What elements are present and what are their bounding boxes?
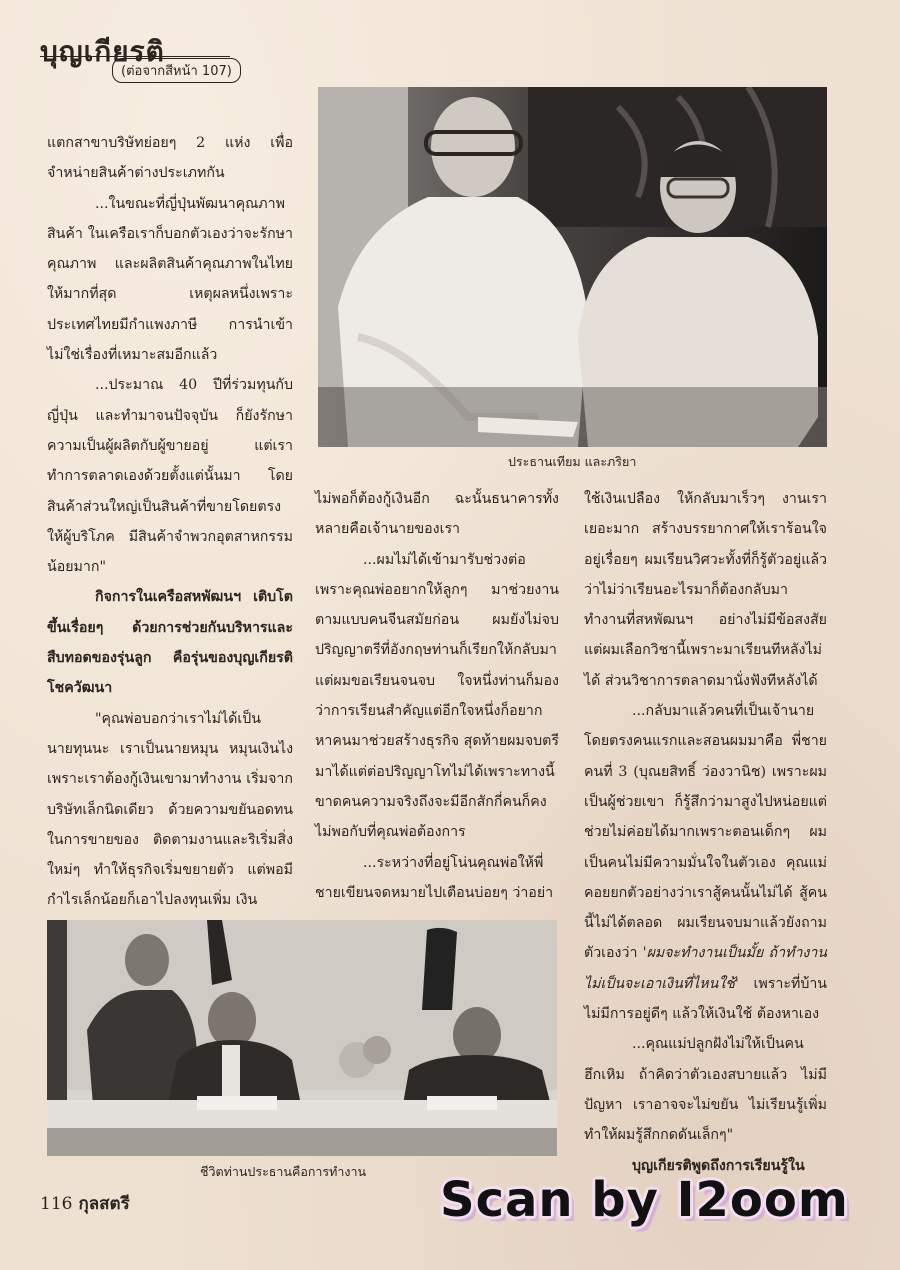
paragraph: ...ในขณะที่ญี่ปุ่นพัฒนาคุณภาพสินค้า ในเครือเราก็บอกตัวเองว่าจะรักษาคุณภาพ และผลิตสินค้าคุณภาพในไทยให้มากที่สุด เหตุผลหนึ่งเพราะประเทศไทยมีกำแพงภาษี การนำเข้าไม่ใช่เรื่องที่เหมาะสมอีกแล้ว [47, 195, 293, 364]
paragraph [584, 696, 827, 1029]
title-underline [40, 56, 230, 57]
photo-caption-bottom: ชีวิตท่านประธานคือการทำงาน [200, 1164, 367, 1179]
column-2 [315, 484, 559, 908]
paragraph: ...ประมาณ 40 ปีที่ร่วมทุนกับญี่ปุ่น และทำมาจนปัจจุบัน ก็ยังรักษาความเป็นผู้ผลิตกับผู้ขายอยู่ แต่เราทำการตลาดเองด้วยตั้งแต่นั้นมา โดยสินค้าส่วนใหญ่เป็นสินค้าที่ขายโดยตรงให้ผู้บริโภค มีสินค้าจำพวกอุตสาหกรรมน้อยมาก" [47, 377, 293, 576]
continued-from-label: (ต่อจากสีหน้า 107) [112, 58, 241, 83]
magazine-name: กุลสตรี [78, 1194, 130, 1214]
section-title: บุญเกียรติ [40, 35, 165, 68]
photo-chairman-and-wife [318, 87, 827, 447]
paragraph-text: ...กลับมาแล้วคนที่เป็นเจ้านายโดยตรงคนแรกและสอนผมมาคือ พี่ชายคนที่ 3 (บุณยสิทธิ์ ว่องวานิช) เพราะผมเป็นผู้ช่วยเขา ก็รู้สึกว่ามาสูงไปหน่อยแต่ช่วยไม่ค่อยได้มากเพราะตอนเด็กๆ ผมเป็นคนไม่มีความมั่นใจในตัวเอง คุณแม่คอยยกตัวอย่างว่าเราสู้คนนั้นไม่ได้ สู้คนนี้ไม่ได้ตลอด ผมเรียนจบมาแล้วยังถามตัวเองว่า [584, 703, 827, 962]
paragraph-tail: เพราะที่บ้านไม่มีการอยู่ดีๆ แล้วให้เงินใช้ ต้องหาเอง [584, 975, 827, 1023]
paragraph: ใช้เงินเปลือง ให้กลับมาเร็วๆ งานเราเยอะมาก สร้างบรรยากาศให้เราร้อนใจอยู่เรื่อยๆ ผมเรียนวิศวะทั้งที่ก็รู้ตัวอยู่แล้วว่าไม่ว่าเรียนอะไรมาก็ต้องกลับมาทำงานที่สหพัฒนฯ อย่างไม่มีข้อสงสัย แต่ผมเลือกวิชานี้เพราะมาเรียนทีหลังไม่ได้ ส่วนวิชาการตลาดมานั่งฟังทีหลังได้ [584, 491, 827, 689]
page-footer [40, 1190, 130, 1217]
paragraph: ...คุณแม่ปลูกฝังไม่ให้เป็นคนฮึกเหิม ถ้าคิดว่าตัวเองสบายแล้ว ไม่มีปัญหา เราอาจจะไม่ขยัน ไม่เรียนรู้เพิ่มทำให้ผมรู้สึกกดดันเล็กๆ" [584, 1036, 827, 1144]
paragraph: ไม่พอก็ต้องกู้เงินอีก ฉะนั้นธนาคารทั้งหลายคือเจ้านายของเรา [315, 491, 559, 538]
column-1 [47, 128, 293, 916]
photo-caption-top: ประธานเทียม และภริยา [508, 454, 637, 469]
column-3 [584, 484, 827, 1181]
paragraph: แตกสาขาบริษัทย่อยๆ 2 แห่ง เพื่อจำหน่ายสินค้าต่างประเภทกัน [47, 135, 293, 182]
photo-signing-ceremony [47, 920, 557, 1156]
scan-watermark: Scan by I2oom [440, 1172, 849, 1228]
page-number: 116 [40, 1194, 73, 1214]
paragraph-highlight: กิจการในเครือสหพัฒนฯ เติบโตขึ้นเรื่อยๆ ด้วยการช่วยกันบริหารและสืบทอดของรุ่นลูก คือรุ่นของบุญเกียรติ โชควัฒนา [47, 589, 293, 697]
paragraph: "คุณพ่อบอกว่าเราไม่ได้เป็นนายทุนนะ เราเป็นนายหมุน หมุนเงินไง เพราะเราต้องกู้เงินเขามาทำงาน เริ่มจากบริษัทเล็กนิดเดียว ด้วยความขยันอดทนในการขายของ ติดตามงานและริเริ่มสิ่งใหม่ๆ ทำให้ธุรกิจเริ่มขยายตัว แต่พอมีกำไรเล็กน้อยก็เอาไปลงทุนเพิ่ม เงิน [47, 710, 293, 909]
paragraph-highlight: บุญเกียรติพูดถึงการเรียนรู้ใน [632, 1157, 805, 1174]
paragraph: ...ระหว่างที่อยู่โน่นคุณพ่อให้พี่ชายเขียนจดหมายไปเตือนบ่อยๆ ว่าอย่า [315, 854, 554, 901]
paragraph: ...ผมไม่ได้เข้ามารับช่วงต่อเพราะคุณพ่ออยากให้ลูกๆ มาช่วยงานตามแบบคนจีนสมัยก่อน ผมยังไม่จบปริญญาตรีที่อังกฤษท่านก็เรียกให้กลับมา แต่ผมขอเรียนจนจบ ใจหนึ่งท่านก็มองว่าการเรียนสำคัญแต่อีกใจหนึ่งก็อยากหาคนมาช่วยสร้างธุรกิจ สุดท้ายผมจบตรีมาได้แต่ต่อปริญญาโทไม่ได้เพราะทางนี้ขาดคนความจริงถึงจะมีอีกสักกี่คนก็คงไม่พอกับที่คุณพ่อต้องการ [315, 551, 559, 841]
quote-italic: 'ผมจะทำงานเป็นมั้ย ถ้าทำงานไม่เป็นจะเอาเงินที่ไหนใช้' [584, 945, 828, 992]
